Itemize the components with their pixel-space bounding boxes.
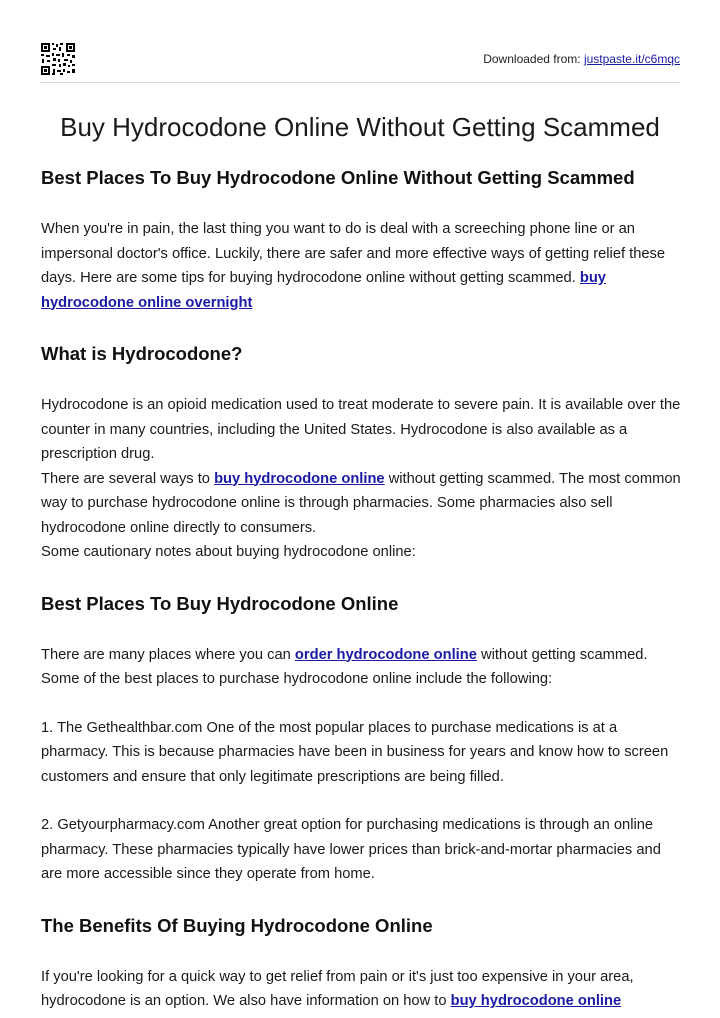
section-heading: Best Places To Buy Hydrocodone Online Without Getting Scammed bbox=[41, 167, 635, 188]
paragraph bbox=[41, 643, 681, 692]
document-title: Buy Hydrocodone Online Without Getting Scammed bbox=[60, 112, 660, 142]
list-item: 1. The Gethealthbar.com One of the most popular places to purchase medications is at a pharmacy. This is because pharmacies have been in business for years and know how to screen customers and ensure that only legitimate prescriptions are being filled. bbox=[41, 719, 669, 785]
paragraph bbox=[41, 467, 681, 541]
qr-code-icon bbox=[40, 42, 76, 76]
paragraph bbox=[41, 965, 681, 1014]
paragraph-text: without getting scammed. Some of the best places to purchase hydrocodone online include the following: bbox=[41, 646, 648, 687]
source-link[interactable]: justpaste.it/c6mqc bbox=[583, 52, 680, 66]
page-header bbox=[40, 42, 680, 83]
paragraph: Some cautionary notes about buying hydrocodone online: bbox=[41, 544, 416, 560]
buy-hydrocodone-online-link[interactable]: buy hydrocodone online bbox=[214, 470, 385, 487]
paragraph-text: There are several ways to bbox=[41, 470, 215, 487]
downloaded-label: Downloaded from: bbox=[483, 52, 581, 66]
paragraph bbox=[41, 217, 681, 315]
paragraph: Hydrocodone is an opioid medication used to treat moderate to severe pain. It is available over the counter in many countries, including the United States. Hydrocodone is also available as a prescription drug. bbox=[41, 397, 681, 462]
buy-hydrocodone-overnight-link[interactable]: buy hydrocodone online overnight bbox=[41, 270, 606, 311]
buy-hydrocodone-online-link[interactable]: buy hydrocodone online bbox=[450, 993, 622, 1009]
paragraph-text: When you're in pain, the last thing you want to do is deal with a screeching phone line or an impersonal doctor's office. Luckily, there are safer and more effective ways of getting relief these days. Here are some tips for buying hydrocodone online without getting scammed. bbox=[41, 221, 666, 286]
paragraph-text: If you're looking for a quick way to get relief from pain or it's just too expensive in your area, hydrocodone is an option. We also have information on how to bbox=[41, 968, 634, 1009]
paragraph-text: without getting scammed. The most common way to purchase hydrocodone online is through pharmacies. Some pharmacies also sell hydrocodone online directly to consumers. bbox=[41, 470, 681, 536]
order-hydrocodone-online-link[interactable]: order hydrocodone online bbox=[294, 646, 477, 663]
list-item: 2. Getyourpharmacy.com Another great option for purchasing medications is through an online pharmacy. These pharmacies typically have lower prices than brick-and-mortar pharmacies and are more accessible since they operate from home. bbox=[41, 817, 661, 882]
section-heading: What is Hydrocodone? bbox=[41, 343, 243, 364]
document-body bbox=[41, 163, 681, 1014]
section-heading: The Benefits Of Buying Hydrocodone Online bbox=[41, 914, 433, 936]
downloaded-from bbox=[483, 52, 680, 66]
section-heading: Best Places To Buy Hydrocodone Online bbox=[41, 592, 399, 614]
paragraph-text: There are many places where you can bbox=[41, 646, 295, 663]
